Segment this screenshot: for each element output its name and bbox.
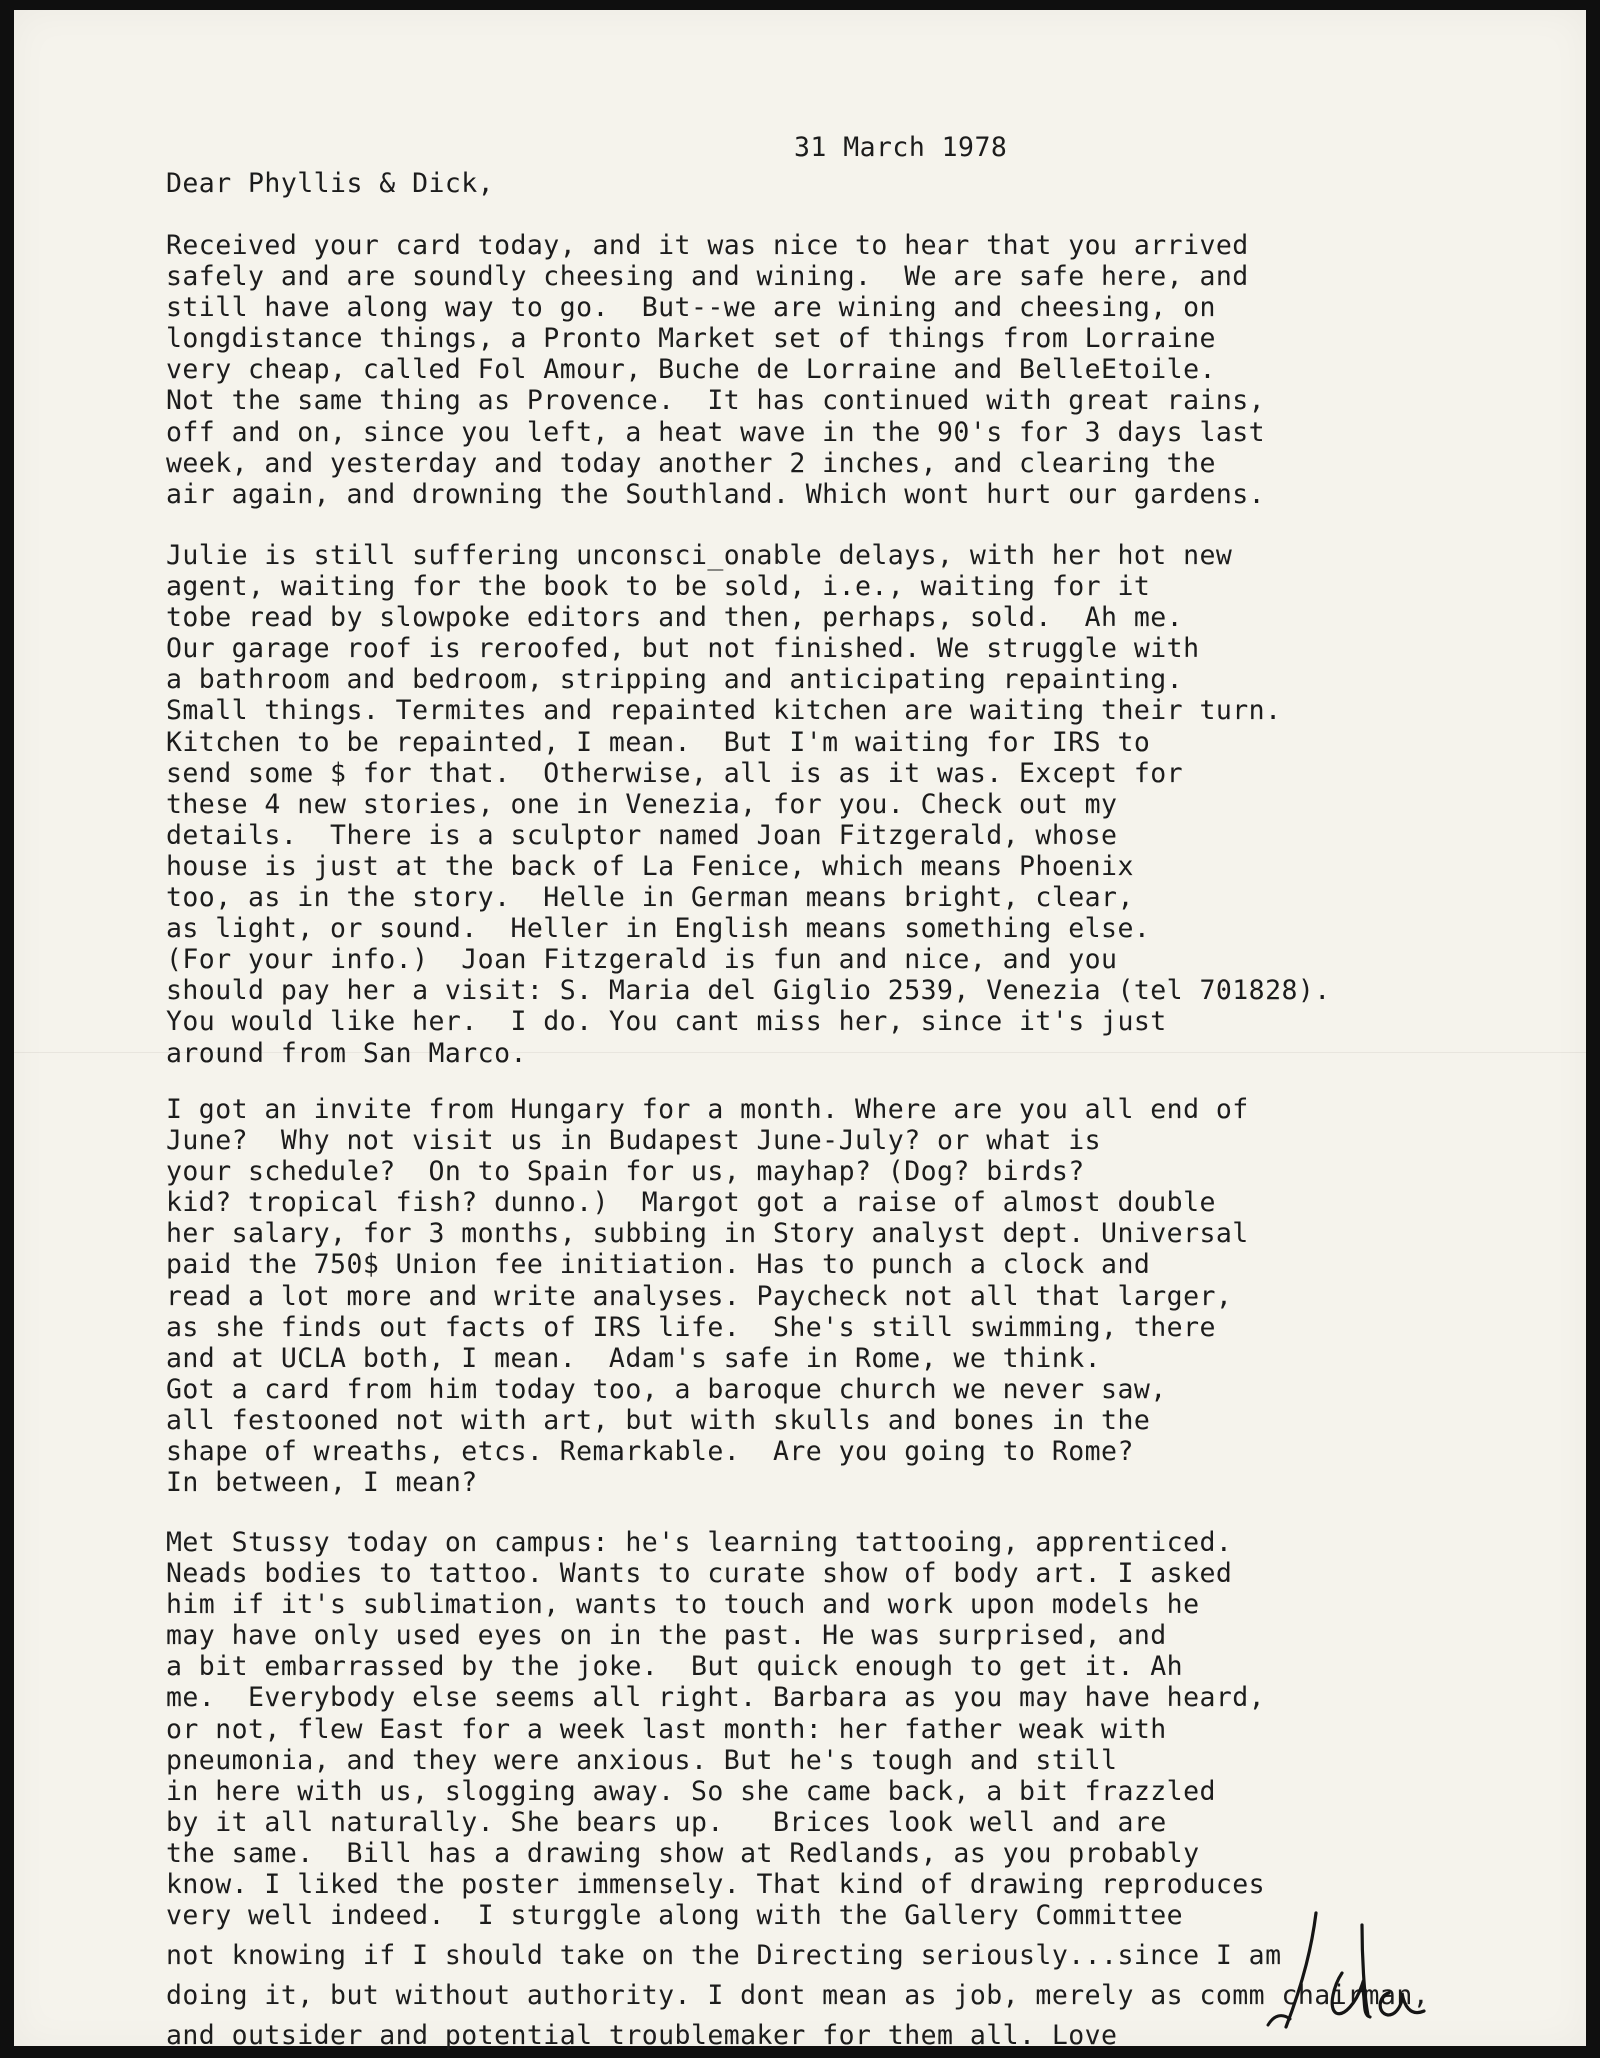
letter-line: by it all naturally. She bears up. Brices look well and are (166, 1806, 1167, 1838)
letter-line: off and on, since you left, a heat wave in the 90's for 3 days last (166, 416, 1266, 448)
salutation: Dear Phyllis & Dick, (166, 168, 495, 199)
letter-line: around from San Marco. (166, 1037, 527, 1069)
letter-line: In between, I mean? (166, 1467, 478, 1499)
letter-line: your schedule? On to Spain for us, mayhap? (Dog? birds? (166, 1156, 1085, 1188)
letter-line: You would like her. I do. You cant miss her, since it's just (166, 1006, 1167, 1038)
letter-line: I got an invite from Hungary for a month. Where are you all end of (166, 1094, 1249, 1125)
letter-line: too, as in the story. Helle in German means bright, clear, (166, 882, 1134, 914)
letter-line: and at UCLA both, I mean. Adam's safe in Rome, we think. (166, 1342, 1102, 1374)
letter-line: Small things. Termites and repainted kitchen are waiting their turn. (166, 695, 1282, 727)
letter-line: a bathroom and bedroom, stripping and anticipating repainting. (166, 664, 1184, 696)
letter-line: in here with us, slogging away. So she came back, a bit frazzled (166, 1775, 1216, 1807)
letter-line: send some $ for that. Otherwise, all is as it was. Except for (166, 757, 1184, 789)
letter-line: still have along way to go. But--we are wining and cheesing, on (166, 292, 1216, 324)
letter-line: kid? tropical fish? dunno.) Margot got a raise of almost double (166, 1187, 1216, 1219)
letter-line: house is just at the back of La Fenice, which means Phoenix (166, 850, 1134, 882)
letter-line: him if it's sublimation, wants to touch and work upon models he (166, 1589, 1200, 1621)
letter-line: Met Stussy today on campus: he's learning tattooing, apprenticed. (166, 1527, 1233, 1558)
letter-line: very well indeed. I sturggle along with the Gallery Committee (166, 1900, 1184, 1932)
letter-line: Received your card today, and it was nice to hear that you arrived (166, 230, 1249, 261)
paragraph-julie-news (166, 540, 1331, 1069)
letter-line: these 4 new stories, one in Venezia, for you. Check out my (166, 788, 1118, 820)
letter-line: her salary, for 3 months, subbing in Story analyst dept. Universal (166, 1218, 1249, 1250)
letter-line: paid the 750$ Union fee initiation. Has to punch a clock and (166, 1249, 1151, 1281)
letter-page (14, 10, 1586, 2051)
closing-line: and outsider and potential troublemaker for them all. Love (166, 2020, 1118, 2051)
letter-line: know. I liked the poster immensely. That kind of drawing reproduces (166, 1869, 1266, 1901)
letter-line: a bit embarrassed by the joke. But quick enough to get it. Ah (166, 1651, 1184, 1683)
closing-line: doing it, but without authority. I dont mean as job, merely as comm chairman, (166, 1980, 1430, 2011)
letter-line: as light, or sound. Heller in English means something else. (166, 913, 1151, 945)
letter-line: safely and are soundly cheesing and wining. We are safe here, and (166, 261, 1249, 293)
letter-line: Julie is still suffering unconsci_onable delays, with her hot new (166, 540, 1233, 571)
letter-line: week, and yesterday and today another 2 inches, and clearing the (166, 447, 1216, 479)
letter-line: pneumonia, and they were anxious. But he's tough and still (166, 1744, 1118, 1776)
letter-line: the same. Bill has a drawing show at Redlands, as you probably (166, 1837, 1200, 1869)
letter-date: 31 March 1978 (794, 132, 1008, 163)
letter-line: air again, and drowning the Southland. Which wont hurt our gardens. (166, 478, 1266, 510)
letter-line: details. There is a sculptor named Joan Fitzgerald, whose (166, 819, 1118, 851)
closing-line: not knowing if I should take on the Directing seriously...since I am (166, 1940, 1282, 1971)
letter-line: Not the same thing as Provence. It has continued with great rains, (166, 385, 1266, 417)
letter-line: tobe read by slowpoke editors and then, perhaps, sold. Ah me. (166, 602, 1184, 634)
paragraph-hungary-invite (166, 1094, 1249, 1498)
letter-line: or not, flew East for a week last month: her father weak with (166, 1713, 1167, 1745)
letter-line: June? Why not visit us in Budapest June-July? or what is (166, 1125, 1102, 1157)
letter-line: as she finds out facts of IRS life. She's still swimming, there (166, 1311, 1216, 1343)
letter-line: Kitchen to be repainted, I mean. But I'm waiting for IRS to (166, 726, 1151, 758)
letter-line: should pay her a visit: S. Maria del Giglio 2539, Venezia (tel 701828). (166, 975, 1331, 1007)
paragraph-weather (166, 230, 1265, 510)
letter-line: longdistance things, a Pronto Market set of things from Lorraine (166, 323, 1216, 355)
letter-line: very cheap, called Fol Amour, Buche de Lorraine and BelleEtoile. (166, 354, 1216, 386)
letter-line: Neads bodies to tattoo. Wants to curate show of body art. I asked (166, 1558, 1233, 1590)
closing-lines (166, 1936, 1429, 2056)
letter-line: all festooned not with art, but with skulls and bones in the (166, 1404, 1151, 1436)
letter-line: (For your info.) Joan Fitzgerald is fun and nice, and you (166, 944, 1118, 976)
letter-line: Our garage roof is reroofed, but not finished. We struggle with (166, 633, 1200, 665)
letter-line: me. Everybody else seems all right. Barbara as you may have heard, (166, 1682, 1266, 1714)
paragraph-stussy (166, 1527, 1265, 1931)
letter-line: read a lot more and write analyses. Paycheck not all that larger, (166, 1280, 1233, 1312)
letter-line: shape of wreaths, etcs. Remarkable. Are you going to Rome? (166, 1436, 1134, 1468)
letter-line: may have only used eyes on in the past. He was surprised, and (166, 1620, 1167, 1652)
letter-line: agent, waiting for the book to be sold, i.e., waiting for it (166, 571, 1151, 603)
handwritten-signature (1264, 1895, 1434, 2045)
letter-line: Got a card from him today too, a baroque church we never saw, (166, 1373, 1167, 1405)
